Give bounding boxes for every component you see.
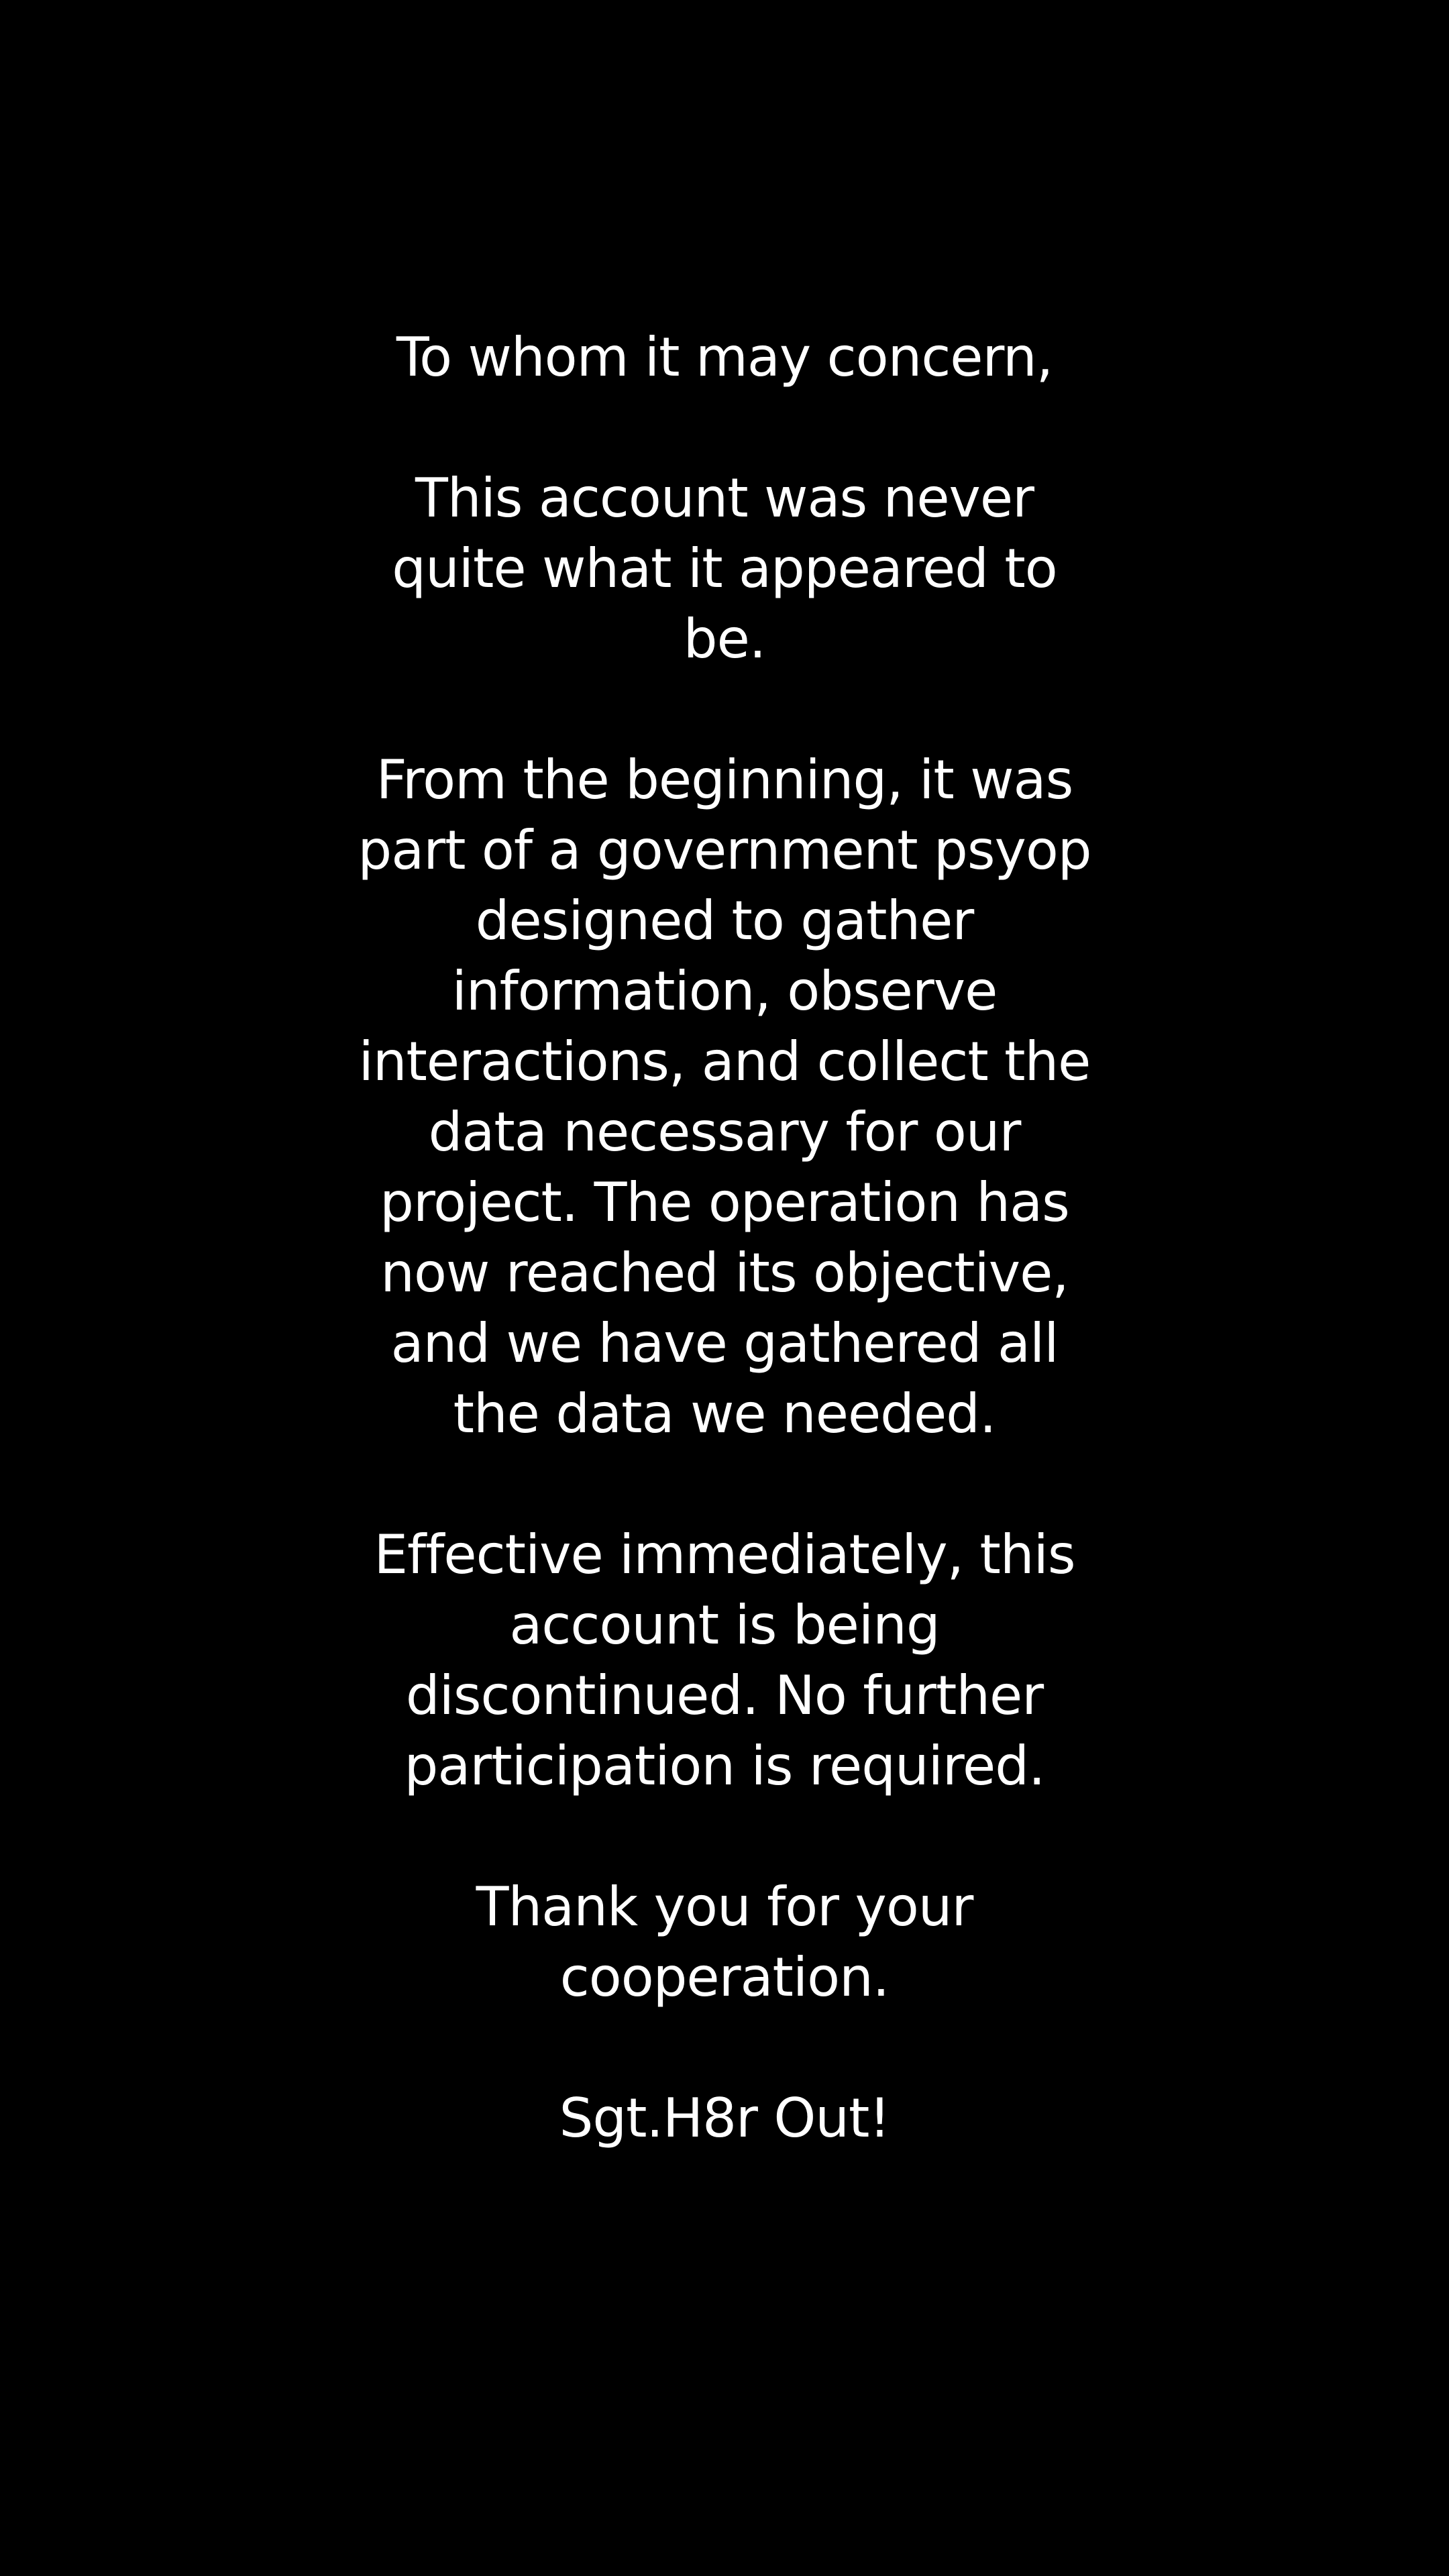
signature-text: Sgt.H8r Out! (559, 2087, 890, 2149)
paragraph-3: Effective immediately, this account is being discontinued. No further participation is required. (374, 1523, 1075, 1797)
paragraph-1: This account was never quite what it appeared to be. (392, 467, 1057, 670)
closing-text: Thank you for your cooperation. (476, 1876, 973, 2008)
message-block (349, 322, 1100, 2153)
greeting-text: To whom it may concern, (396, 326, 1053, 388)
paragraph-2: From the beginning, it was part of a government psyop designed to gather information, observe interactions, and collect the data necessary for our project. The operation has now reached its objective, and we have gathered all the data we needed. (358, 749, 1091, 1445)
